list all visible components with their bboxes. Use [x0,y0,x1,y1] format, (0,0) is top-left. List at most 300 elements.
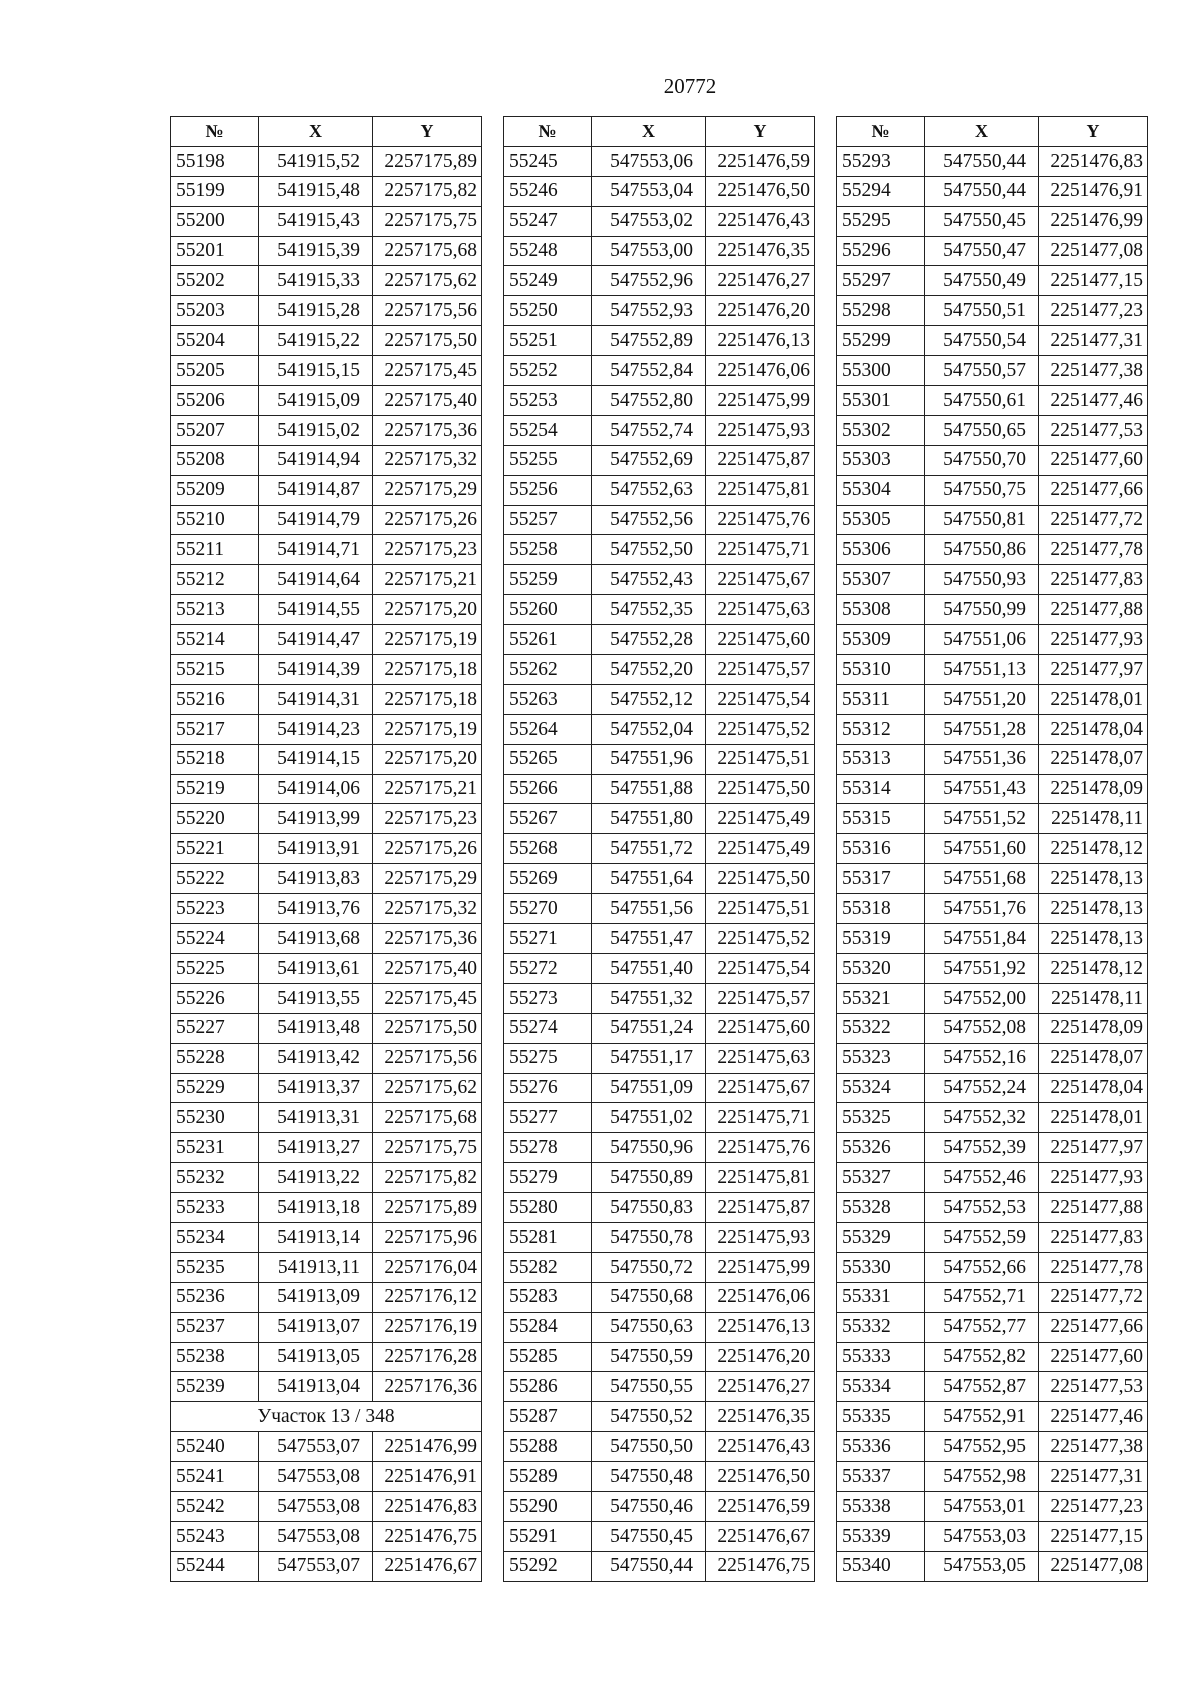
point-number-cell: 55252 [504,356,592,386]
table-row [504,266,815,296]
point-number-cell: 55329 [837,1222,925,1252]
x-coordinate-cell: 541913,31 [259,1103,373,1133]
x-coordinate-cell: 547552,28 [592,625,706,655]
point-number-cell: 55288 [504,1432,592,1462]
table-row [837,1432,1148,1462]
table-row [171,176,482,206]
table-row [171,714,482,744]
x-coordinate-cell: 541914,87 [259,475,373,505]
point-number-cell: 55253 [504,386,592,416]
y-coordinate-cell: 2251477,97 [1039,655,1148,685]
x-coordinate-cell: 541914,31 [259,684,373,714]
table-row [171,804,482,834]
point-number-cell: 55298 [837,296,925,326]
point-number-cell: 55242 [171,1491,259,1521]
point-number-cell: 55254 [504,415,592,445]
x-coordinate-cell: 547550,99 [925,595,1039,625]
table-row [171,1103,482,1133]
x-coordinate-cell: 541915,43 [259,206,373,236]
x-coordinate-cell: 547553,07 [259,1432,373,1462]
x-coordinate-cell: 547550,45 [925,206,1039,236]
y-coordinate-cell: 2251475,51 [706,744,815,774]
x-coordinate-cell: 547553,00 [592,236,706,266]
table-row [504,1073,815,1103]
y-coordinate-cell: 2251477,46 [1039,1402,1148,1432]
table-row [171,146,482,176]
point-number-cell: 55331 [837,1282,925,1312]
y-coordinate-cell: 2257176,04 [373,1252,482,1282]
point-number-cell: 55297 [837,266,925,296]
x-coordinate-cell: 547550,48 [592,1462,706,1492]
x-coordinate-cell: 541913,14 [259,1222,373,1252]
x-coordinate-cell: 541913,18 [259,1193,373,1223]
table-row [504,1252,815,1282]
x-coordinate-cell: 547550,46 [592,1491,706,1521]
table-row [171,266,482,296]
table-row [837,475,1148,505]
y-coordinate-cell: 2257175,62 [373,266,482,296]
point-number-cell: 55275 [504,1043,592,1073]
point-number-cell: 55227 [171,1013,259,1043]
y-coordinate-cell: 2257175,18 [373,655,482,685]
point-number-cell: 55338 [837,1491,925,1521]
y-coordinate-cell: 2251475,54 [706,953,815,983]
y-coordinate-cell: 2251475,87 [706,1193,815,1223]
y-coordinate-cell: 2251476,43 [706,1432,815,1462]
point-number-cell: 55278 [504,1133,592,1163]
y-coordinate-cell: 2257175,75 [373,206,482,236]
x-coordinate-cell: 541914,94 [259,445,373,475]
y-coordinate-cell: 2251478,07 [1039,1043,1148,1073]
x-coordinate-cell: 547550,81 [925,505,1039,535]
y-coordinate-cell: 2251477,66 [1039,1312,1148,1342]
y-coordinate-cell: 2257175,36 [373,415,482,445]
y-coordinate-cell: 2257175,26 [373,505,482,535]
point-number-cell: 55251 [504,326,592,356]
point-number-cell: 55323 [837,1043,925,1073]
table-row [837,714,1148,744]
point-number-cell: 55320 [837,953,925,983]
x-coordinate-cell: 547552,39 [925,1133,1039,1163]
point-number-cell: 55208 [171,445,259,475]
y-coordinate-cell: 2251476,13 [706,1312,815,1342]
table-row [171,206,482,236]
y-coordinate-cell: 2257175,26 [373,834,482,864]
x-coordinate-cell: 541913,05 [259,1342,373,1372]
x-coordinate-cell: 547553,02 [592,206,706,236]
y-coordinate-cell: 2251475,60 [706,1013,815,1043]
y-coordinate-cell: 2257175,19 [373,625,482,655]
point-number-cell: 55201 [171,236,259,266]
table-row [504,326,815,356]
x-coordinate-cell: 547553,08 [259,1491,373,1521]
x-coordinate-cell: 541914,23 [259,714,373,744]
point-number-cell: 55271 [504,924,592,954]
y-coordinate-cell: 2251475,76 [706,505,815,535]
x-coordinate-cell: 541913,42 [259,1043,373,1073]
point-number-cell: 55207 [171,415,259,445]
y-coordinate-cell: 2257175,82 [373,1163,482,1193]
x-coordinate-cell: 547551,20 [925,684,1039,714]
point-number-cell: 55226 [171,983,259,1013]
table-row [504,1342,815,1372]
y-coordinate-cell: 2257175,36 [373,924,482,954]
table-row [837,1252,1148,1282]
x-coordinate-cell: 547552,56 [592,505,706,535]
y-coordinate-cell: 2257175,56 [373,296,482,326]
point-number-cell: 55302 [837,415,925,445]
y-coordinate-cell: 2251476,20 [706,1342,815,1372]
table-row [837,774,1148,804]
y-coordinate-cell: 2257176,36 [373,1372,482,1402]
x-coordinate-cell: 547552,80 [592,386,706,416]
x-coordinate-cell: 541914,39 [259,655,373,685]
y-coordinate-cell: 2251477,60 [1039,1342,1148,1372]
point-number-cell: 55328 [837,1193,925,1223]
table-body [837,146,1148,1581]
y-coordinate-cell: 2257175,56 [373,1043,482,1073]
table-row [171,565,482,595]
coordinates-table-2 [503,116,815,1582]
y-coordinate-cell: 2251477,83 [1039,1222,1148,1252]
table-header-row [171,117,482,147]
point-number-cell: 55216 [171,684,259,714]
y-coordinate-cell: 2257176,12 [373,1282,482,1312]
x-coordinate-cell: 541914,15 [259,744,373,774]
point-number-cell: 55283 [504,1282,592,1312]
x-coordinate-cell: 547551,24 [592,1013,706,1043]
point-number-cell: 55228 [171,1043,259,1073]
x-coordinate-cell: 547551,92 [925,953,1039,983]
column-header-number: № [837,117,925,147]
y-coordinate-cell: 2251477,31 [1039,326,1148,356]
y-coordinate-cell: 2251477,78 [1039,1252,1148,1282]
x-coordinate-cell: 547550,96 [592,1133,706,1163]
y-coordinate-cell: 2251476,06 [706,356,815,386]
y-coordinate-cell: 2257175,45 [373,983,482,1013]
x-coordinate-cell: 547552,59 [925,1222,1039,1252]
x-coordinate-cell: 547552,08 [925,1013,1039,1043]
table-row [171,655,482,685]
point-number-cell: 55213 [171,595,259,625]
point-number-cell: 55249 [504,266,592,296]
x-coordinate-cell: 547552,32 [925,1103,1039,1133]
column-header-x: X [592,117,706,147]
table-row [504,445,815,475]
y-coordinate-cell: 2257175,89 [373,1193,482,1223]
x-coordinate-cell: 547551,47 [592,924,706,954]
table-row [171,1043,482,1073]
table-row [837,565,1148,595]
point-number-cell: 55262 [504,655,592,685]
point-number-cell: 55324 [837,1073,925,1103]
point-number-cell: 55299 [837,326,925,356]
x-coordinate-cell: 547552,91 [925,1402,1039,1432]
table-row [837,146,1148,176]
point-number-cell: 55260 [504,595,592,625]
point-number-cell: 55295 [837,206,925,236]
table-row [171,625,482,655]
table-row [837,356,1148,386]
table-row [837,1462,1148,1492]
table-row [171,475,482,505]
x-coordinate-cell: 547551,06 [925,625,1039,655]
point-number-cell: 55290 [504,1491,592,1521]
x-coordinate-cell: 547550,86 [925,535,1039,565]
table-row [837,176,1148,206]
point-number-cell: 55306 [837,535,925,565]
x-coordinate-cell: 547550,68 [592,1282,706,1312]
y-coordinate-cell: 2251476,67 [373,1551,482,1581]
x-coordinate-cell: 541913,07 [259,1312,373,1342]
y-coordinate-cell: 2251475,52 [706,714,815,744]
y-coordinate-cell: 2251476,50 [706,176,815,206]
point-number-cell: 55305 [837,505,925,535]
x-coordinate-cell: 547550,63 [592,1312,706,1342]
table-row [837,206,1148,236]
point-number-cell: 55199 [171,176,259,206]
table-row [504,206,815,236]
table-row [504,1193,815,1223]
y-coordinate-cell: 2251475,52 [706,924,815,954]
y-coordinate-cell: 2251476,91 [373,1462,482,1492]
y-coordinate-cell: 2251476,20 [706,296,815,326]
y-coordinate-cell: 2257175,23 [373,535,482,565]
x-coordinate-cell: 541914,06 [259,774,373,804]
x-coordinate-cell: 547552,71 [925,1282,1039,1312]
y-coordinate-cell: 2251477,88 [1039,595,1148,625]
table-row [837,1193,1148,1223]
x-coordinate-cell: 547550,51 [925,296,1039,326]
x-coordinate-cell: 547550,93 [925,565,1039,595]
x-coordinate-cell: 541913,61 [259,953,373,983]
table-row [504,505,815,535]
table-row [504,1043,815,1073]
point-number-cell: 55312 [837,714,925,744]
x-coordinate-cell: 547551,80 [592,804,706,834]
table-row [504,1312,815,1342]
table-row [837,744,1148,774]
table-row [504,1432,815,1462]
y-coordinate-cell: 2251475,54 [706,684,815,714]
x-coordinate-cell: 547550,78 [592,1222,706,1252]
table-row [171,1252,482,1282]
point-number-cell: 55334 [837,1372,925,1402]
y-coordinate-cell: 2251476,75 [373,1521,482,1551]
y-coordinate-cell: 2251475,67 [706,1073,815,1103]
point-number-cell: 55223 [171,894,259,924]
y-coordinate-cell: 2257175,29 [373,475,482,505]
x-coordinate-cell: 547550,47 [925,236,1039,266]
x-coordinate-cell: 547552,69 [592,445,706,475]
table-row [504,1491,815,1521]
table-row [837,625,1148,655]
x-coordinate-cell: 547552,95 [925,1432,1039,1462]
y-coordinate-cell: 2251477,66 [1039,475,1148,505]
table-row [171,1521,482,1551]
point-number-cell: 55236 [171,1282,259,1312]
y-coordinate-cell: 2251475,49 [706,834,815,864]
x-coordinate-cell: 547552,16 [925,1043,1039,1073]
point-number-cell: 55326 [837,1133,925,1163]
table-row [837,595,1148,625]
point-number-cell: 55198 [171,146,259,176]
table-row [504,744,815,774]
x-coordinate-cell: 547551,88 [592,774,706,804]
y-coordinate-cell: 2251477,72 [1039,505,1148,535]
point-number-cell: 55243 [171,1521,259,1551]
point-number-cell: 55211 [171,535,259,565]
table-row [504,983,815,1013]
point-number-cell: 55225 [171,953,259,983]
y-coordinate-cell: 2251478,09 [1039,1013,1148,1043]
x-coordinate-cell: 547550,89 [592,1163,706,1193]
table-row [171,953,482,983]
y-coordinate-cell: 2251475,60 [706,625,815,655]
table-row [171,1013,482,1043]
table-row [837,1163,1148,1193]
section-row [171,1402,482,1432]
y-coordinate-cell: 2257175,89 [373,146,482,176]
x-coordinate-cell: 547551,40 [592,953,706,983]
point-number-cell: 55263 [504,684,592,714]
table-row [504,415,815,445]
y-coordinate-cell: 2251475,51 [706,894,815,924]
x-coordinate-cell: 547552,35 [592,595,706,625]
table-row [171,894,482,924]
x-coordinate-cell: 541913,99 [259,804,373,834]
point-number-cell: 55310 [837,655,925,685]
point-number-cell: 55215 [171,655,259,685]
table-row [837,1043,1148,1073]
y-coordinate-cell: 2251478,13 [1039,894,1148,924]
point-number-cell: 55304 [837,475,925,505]
table-row [837,445,1148,475]
table-row [504,296,815,326]
table-row [504,1163,815,1193]
page-number: 20772 [663,74,717,98]
x-coordinate-cell: 547550,55 [592,1372,706,1402]
table-row [171,535,482,565]
y-coordinate-cell: 2251476,99 [1039,206,1148,236]
table-row [171,445,482,475]
y-coordinate-cell: 2251477,88 [1039,1193,1148,1223]
y-coordinate-cell: 2251478,01 [1039,684,1148,714]
x-coordinate-cell: 547553,08 [259,1462,373,1492]
x-coordinate-cell: 541913,83 [259,864,373,894]
y-coordinate-cell: 2257175,96 [373,1222,482,1252]
point-number-cell: 55337 [837,1462,925,1492]
y-coordinate-cell: 2251477,97 [1039,1133,1148,1163]
x-coordinate-cell: 541914,55 [259,595,373,625]
point-number-cell: 55261 [504,625,592,655]
y-coordinate-cell: 2251475,63 [706,1043,815,1073]
point-number-cell: 55244 [171,1551,259,1581]
y-coordinate-cell: 2257176,19 [373,1312,482,1342]
y-coordinate-cell: 2251476,27 [706,266,815,296]
y-coordinate-cell: 2251475,93 [706,1222,815,1252]
y-coordinate-cell: 2251475,99 [706,1252,815,1282]
table-row [837,1013,1148,1043]
x-coordinate-cell: 541914,71 [259,535,373,565]
column-header-y: Y [1039,117,1148,147]
point-number-cell: 55210 [171,505,259,535]
table-row [504,1402,815,1432]
y-coordinate-cell: 2251478,04 [1039,714,1148,744]
table-row [171,236,482,266]
y-coordinate-cell: 2251476,13 [706,326,815,356]
x-coordinate-cell: 541915,02 [259,415,373,445]
y-coordinate-cell: 2257175,19 [373,714,482,744]
x-coordinate-cell: 547553,05 [925,1551,1039,1581]
table-row [504,595,815,625]
table-row [171,684,482,714]
x-coordinate-cell: 547552,66 [925,1252,1039,1282]
y-coordinate-cell: 2251478,13 [1039,924,1148,954]
y-coordinate-cell: 2257175,68 [373,1103,482,1133]
y-coordinate-cell: 2251476,83 [373,1491,482,1521]
point-number-cell: 55317 [837,864,925,894]
x-coordinate-cell: 547550,70 [925,445,1039,475]
y-coordinate-cell: 2257175,68 [373,236,482,266]
point-number-cell: 55238 [171,1342,259,1372]
x-coordinate-cell: 547550,52 [592,1402,706,1432]
point-number-cell: 55333 [837,1342,925,1372]
coordinates-table-1 [170,116,482,1582]
x-coordinate-cell: 547550,83 [592,1193,706,1223]
y-coordinate-cell: 2251475,63 [706,595,815,625]
x-coordinate-cell: 541914,47 [259,625,373,655]
y-coordinate-cell: 2251477,72 [1039,1282,1148,1312]
table-row [171,774,482,804]
point-number-cell: 55259 [504,565,592,595]
point-number-cell: 55265 [504,744,592,774]
x-coordinate-cell: 547553,03 [925,1521,1039,1551]
x-coordinate-cell: 547552,63 [592,475,706,505]
point-number-cell: 55314 [837,774,925,804]
table-row [171,983,482,1013]
table-row [504,864,815,894]
point-number-cell: 55308 [837,595,925,625]
x-coordinate-cell: 547550,44 [592,1551,706,1581]
table-row [171,296,482,326]
x-coordinate-cell: 547552,82 [925,1342,1039,1372]
x-coordinate-cell: 547551,52 [925,804,1039,834]
point-number-cell: 55206 [171,386,259,416]
point-number-cell: 55248 [504,236,592,266]
x-coordinate-cell: 547553,04 [592,176,706,206]
x-coordinate-cell: 541913,22 [259,1163,373,1193]
column-header-number: № [171,117,259,147]
y-coordinate-cell: 2251476,91 [1039,176,1148,206]
y-coordinate-cell: 2251475,99 [706,386,815,416]
x-coordinate-cell: 547550,54 [925,326,1039,356]
x-coordinate-cell: 547551,60 [925,834,1039,864]
table-row [171,834,482,864]
table-row [171,1193,482,1223]
y-coordinate-cell: 2251477,78 [1039,535,1148,565]
x-coordinate-cell: 547551,56 [592,894,706,924]
table-row [171,1133,482,1163]
table-row [504,356,815,386]
point-number-cell: 55282 [504,1252,592,1282]
table-row [171,415,482,445]
y-coordinate-cell: 2251478,04 [1039,1073,1148,1103]
table-row [837,1551,1148,1581]
table-row [504,953,815,983]
x-coordinate-cell: 547551,02 [592,1103,706,1133]
point-number-cell: 55301 [837,386,925,416]
